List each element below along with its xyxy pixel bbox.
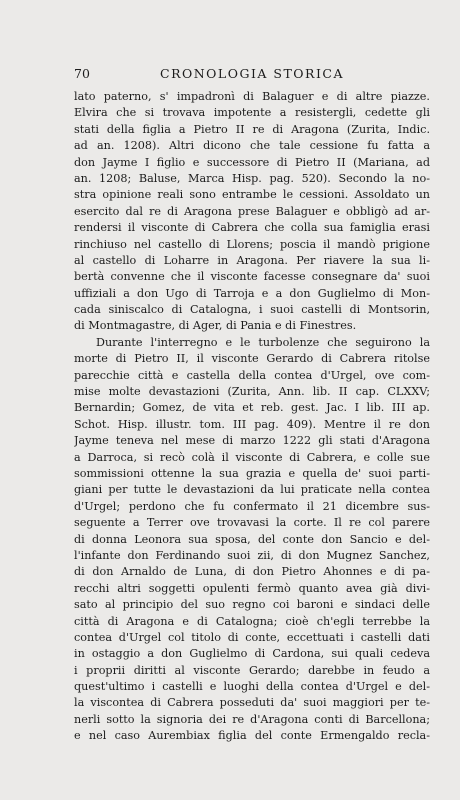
text-line: mise molte devastazioni (Zurita, Ann. lib. II cap. CLXXV; <box>74 385 430 399</box>
text-line: la viscontea di Cabrera posseduti da' suoi maggiori per te- <box>74 696 430 710</box>
text-line: in ostaggio a don Guglielmo di Cardona, sui quali cedeva <box>74 647 430 661</box>
page-number: 70 <box>74 66 90 81</box>
text-line: rinchiuso nel castello di Llorens; poscia il mandò prigione <box>74 237 430 251</box>
text-line: an. 1208; Baluse, Marca Hisp. pag. 520). Secondo la no- <box>74 171 430 185</box>
running-title: CRONOLOGIA STORICA <box>160 66 344 81</box>
text-line: di donna Leonora sua sposa, del conte don Sancio e del- <box>74 532 430 546</box>
text-line: bertà convenne che il visconte facesse consegnare da' suoi <box>74 270 430 284</box>
text-line: rendersi il visconte di Cabrera che colla sua famiglia erasi <box>74 221 430 235</box>
text-line: di Montmagastre, di Ager, di Pania e di Finestres. <box>74 319 357 333</box>
text-line: l'infante don Ferdinando suoi zii, di don Mugnez Sanchez, <box>74 548 430 562</box>
text-line: don Jayme I figlio e successore di Pietro II (Mariana, ad <box>74 155 430 169</box>
text-line: esercito dal re di Aragona prese Balaguer e obbligò ad ar- <box>74 204 430 218</box>
page-header <box>74 66 430 86</box>
text-line: a Darroca, si recò colà il visconte di Cabrera, e colle sue <box>74 450 430 464</box>
text-line: Jayme teneva nel mese di marzo 1222 gli stati d'Aragona <box>74 434 430 448</box>
text-line: Elvira che si trovava impotente a resistergli, cedette gli <box>74 106 430 120</box>
text-line: uffiziali a don Ugo di Tarroja e a don Guglielmo di Mon- <box>74 286 430 300</box>
text-line: lato paterno, s' impadronì di Balaguer e di altre piazze. <box>74 90 430 103</box>
text-line: parecchie città e castella della contea d'Urgel, ove com- <box>74 368 430 382</box>
text-line: recchi altri soggetti opulenti fermò quanto avea già divi- <box>74 581 430 595</box>
text-line: al castello di Loharre in Aragona. Per riavere la sua li- <box>74 253 430 267</box>
text-line: d'Urgel; perdono che fu confermato il 21 dicembre sus- <box>74 499 430 513</box>
text-line: i proprii diritti al visconte Gerardo; darebbe in feudo a <box>74 663 430 677</box>
text-line: cada siniscalco di Catalogna, i suoi castelli di Montsorin, <box>74 303 430 317</box>
text-line: di don Arnaldo de Luna, di don Pietro Ahonnes e di pa- <box>74 565 430 579</box>
text-line: stra opinione reali sono entrambe le cessioni. Assoldato un <box>74 188 430 202</box>
text-line: contea d'Urgel col titolo di conte, eccettuati i castelli dati <box>74 630 430 644</box>
text-line: seguente a Terrer ove trovavasi la corte. Il re col parere <box>74 516 430 530</box>
text-line: Bernardin; Gomez, de vita et reb. gest. Jac. I lib. III ap. <box>74 401 430 415</box>
paragraph-start-line: Durante l'interregno e le turbolenze che seguirono la <box>96 335 430 349</box>
body-text <box>74 89 430 745</box>
text-line: morte di Pietro II, il visconte Gerardo di Cabrera ritolse <box>74 352 430 366</box>
text-line: Schot. Hisp. illustr. tom. III pag. 409). Mentre il re don <box>74 417 430 431</box>
text-line: quest'ultimo i castelli e luoghi della contea d'Urgel e del- <box>74 680 430 694</box>
text-line: ad an. 1208). Altri dicono che tale cessione fu fatta a <box>74 139 430 153</box>
text-line: giani per tutte le devastazioni da lui praticate nella contea <box>74 483 430 497</box>
text-line: città di Aragona e di Catalogna; cioè ch'egli terrebbe la <box>74 614 430 628</box>
text-line: sommissioni ottenne la sua grazia e quella de' suoi parti- <box>74 466 430 480</box>
text-line: nerli sotto la signoria dei re d'Aragona conti di Barcellona; <box>74 712 430 726</box>
text-line: e nel caso Aurembiax figlia del conte Ermengaldo recla- <box>74 729 430 743</box>
text-line: sato al principio del suo regno coi baroni e sindaci delle <box>74 598 430 612</box>
text-line: stati della figlia a Pietro II re di Aragona (Zurita, Indic. <box>74 122 430 136</box>
